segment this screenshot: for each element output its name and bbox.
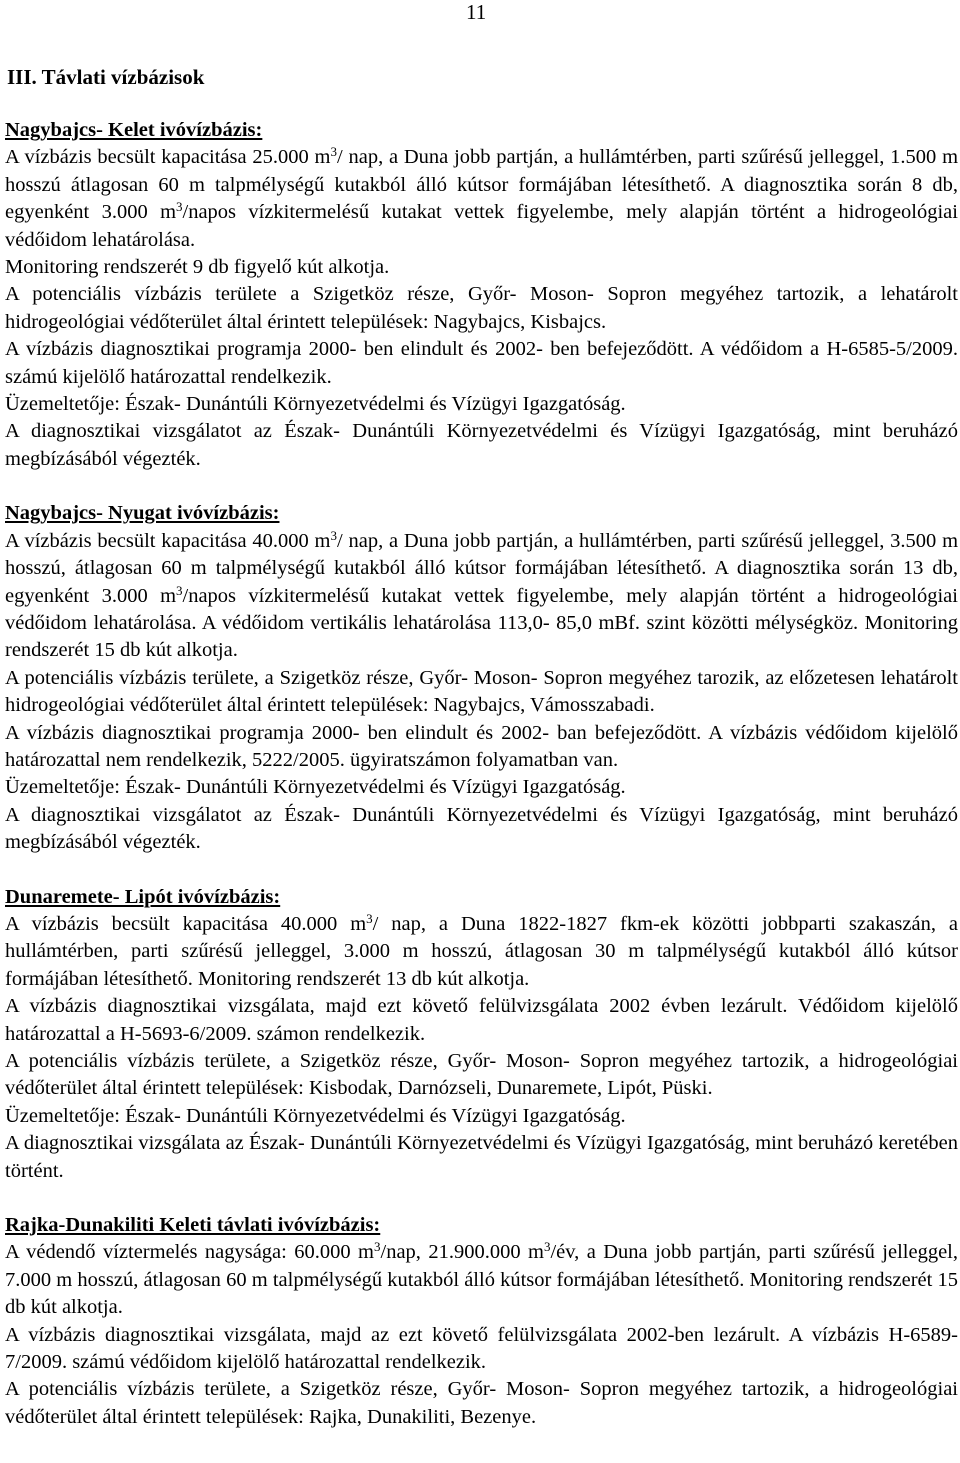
section-title: Nagybajcs- Nyugat ivóvízbázis: — [5, 502, 280, 525]
text-run: Üzemeltetője: Észak- Dunántúli Környezetvédelmi és Vízügyi Igazgatóság. — [5, 393, 626, 416]
text-run: A vízbázis diagnosztikai programja 2000- ben elindult és 2002- ban befejeződött. A vízbázis védőidom kijelölő határozattal nem rendelkezik, 5222/2005. ügyiratszámon folyamatban van. — [5, 721, 958, 771]
paragraph — [5, 1322, 958, 1377]
paragraph — [5, 911, 958, 993]
paragraph — [5, 1048, 958, 1103]
text-run: A vízbázis diagnosztikai vizsgálata, majd az ezt követő felülvizsgálata 2002-ben lezárult. A vízbázis H-6589-7/2009. számú védőidom kijelölő határozattal rendelkezik. — [5, 1323, 958, 1374]
paragraph — [5, 1239, 958, 1321]
page-number: 11 — [466, 0, 487, 24]
section-title: Dunaremete- Lipót ivóvízbázis: — [5, 885, 281, 908]
text-run: A vízbázis becsült kapacitása 25.000 m — [5, 146, 331, 169]
paragraph — [5, 144, 958, 254]
paragraph — [5, 993, 958, 1048]
section — [5, 500, 958, 856]
text-run: A diagnosztikai vizsgálatot az Észak- Dunántúli Környezetvédelmi és Vízügyi Igazgatóság, mint beruházó megbízásából végezték. — [5, 420, 958, 470]
text-run: A vízbázis becsült kapacitása 40.000 m — [5, 529, 331, 552]
paragraph — [5, 336, 958, 391]
superscript: 3 — [176, 582, 183, 598]
chapter-title: III. Távlati vízbázisok — [7, 65, 205, 89]
text-run: Monitoring rendszerét 9 db figyelő kút alkotja. — [5, 256, 390, 279]
text-run: / nap, a Duna jobb partján, a hullámtérben, parti szűrésű jelleggel, 1.500 m hosszú átlagosan 60 m talpmélységű kutakból álló kútsor formájában létesíthető. A diagnosztika során 8 db, egyenként 3.000 m — [5, 146, 959, 224]
text-run: /napos vízkitermelésű kutakat vettek figyelembe, mely alapján történt a hidrogeológiai védőidom lehatárolása. A védőidom vertikális lehatárolása 113,0- 85,0 mBf. szint közötti mélységköz. Monitoring rendszerét 15 db kút alkotja. — [5, 584, 958, 662]
paragraph — [5, 1103, 958, 1130]
text-run: Üzemeltetője: Észak- Dunántúli Környezetvédelmi és Vízügyi Igazgatóság. — [5, 1104, 626, 1127]
text-run: A vízbázis diagnosztikai programja 2000- ben elindult és 2002- ben befejeződött. A védőidom a H-6585-5/2009. számú kijelölő határozattal rendelkezik. — [5, 338, 958, 388]
paragraph — [5, 774, 958, 801]
paragraph — [5, 720, 958, 775]
text-run: / nap, a Duna 1822-1827 fkm-ek közötti jobbparti szakaszán, a hullámtérben, parti szűrésű jelleggel, 3.000 m hosszú, átlagosan 30 m talpmélységű kutakból álló kútsor formájában létesíthető. Monitoring rendszerét 13 db kút alkotja. — [5, 912, 958, 990]
superscript: 3 — [330, 527, 338, 543]
text-run: A vízbázis becsült kapacitása 40.000 m — [5, 912, 367, 935]
paragraph — [5, 281, 958, 336]
section-title: Nagybajcs- Kelet ivóvízbázis: — [5, 119, 263, 141]
superscript: 3 — [366, 910, 373, 926]
paragraph — [5, 1130, 958, 1185]
section — [5, 117, 958, 473]
superscript: 3 — [330, 144, 338, 160]
section — [5, 884, 958, 1185]
paragraph — [5, 391, 958, 418]
paragraph — [5, 802, 958, 857]
paragraph — [5, 665, 958, 720]
superscript: 3 — [176, 199, 183, 215]
paragraph — [5, 418, 958, 473]
text-run: A potenciális vízbázis területe, a Szigetköz része, Győr- Moson- Sopron megyéhez tarozik, az előzetesen lehatárolt hidrogeológiai védőterület által érintett települések: Nagybajcs, Vámosszabadi. — [5, 666, 958, 717]
superscript: 3 — [374, 1239, 381, 1255]
text-run: Üzemeltetője: Észak- Dunántúli Környezetvédelmi és Vízügyi Igazgatóság. — [5, 776, 626, 799]
text-run: A vízbázis diagnosztikai vizsgálata, majd ezt követő felülvizsgálata 2002 évben lezárult. Védőidom kijelölő határozattal a H-5693-6/2009. számon rendelkezik. — [5, 995, 958, 1045]
text-run: A diagnosztikai vizsgálatot az Észak- Dunántúli Környezetvédelmi és Vízügyi Igazgatóság, mint beruházó megbízásából végezték. — [5, 803, 958, 854]
text-run: A diagnosztikai vizsgálata az Észak- Dunántúli Környezetvédelmi és Vízügyi Igazgatóság, mint beruházó keretében történt. — [5, 1132, 958, 1182]
text-run: /nap, 21.900.000 m — [380, 1241, 544, 1264]
text-run: A védendő víztermelés nagysága: 60.000 m — [5, 1241, 374, 1264]
text-run: A potenciális vízbázis területe a Szigetköz része, Győr- Moson- Sopron megyéhez tartozik, a lehatárolt hidrogeológiai védőterület által érintett települések: Nagybajcs, Kisbajcs. — [5, 283, 958, 333]
document-body — [5, 63, 958, 1431]
text-run: /év, a Duna jobb partján, parti szűrésű jelleggel, 7.000 m hosszú, átlagosan 60 m talpmélységű kutakból álló kútsor formájában létesíthető. Monitoring rendszerét 15 db kút alkotja. — [5, 1241, 958, 1319]
section — [5, 1212, 958, 1431]
section-title: Rajka-Dunakiliti Keleti távlati ivóvízbázis: — [5, 1214, 381, 1237]
text-run: A potenciális vízbázis területe, a Szigetköz része, Győr- Moson- Sopron megyéhez tartozik, a hidrogeológiai védőterület által érintett települések: Kisbodak, Darnózseli, Dunaremete, Lipót, Püski. — [5, 1050, 958, 1100]
text-run: / nap, a Duna jobb partján, a hullámtérben, parti szűrésű jelleggel, 3.500 m hosszú, átlagosan 60 m talpmélységű kutakból álló kútsor formájában létesíthető. A diagnosztika során 13 db, egyenként 3.000 m — [5, 529, 959, 607]
text-run: /napos vízkitermelésű kutakat vettek figyelembe, mely alapján történt a hidrogeológiai védőidom lehatárolása. — [5, 201, 958, 251]
superscript: 3 — [543, 1239, 551, 1255]
paragraph — [5, 528, 958, 665]
paragraph — [5, 254, 958, 281]
text-run: A potenciális vízbázis területe, a Szigetköz része, Győr- Moson- Sopron megyéhez tartozik, a hidrogeológiai védőterület által érintett települések: Rajka, Dunakiliti, Bezenye. — [5, 1378, 958, 1428]
sections-container — [5, 117, 958, 1431]
paragraph — [5, 1376, 958, 1431]
